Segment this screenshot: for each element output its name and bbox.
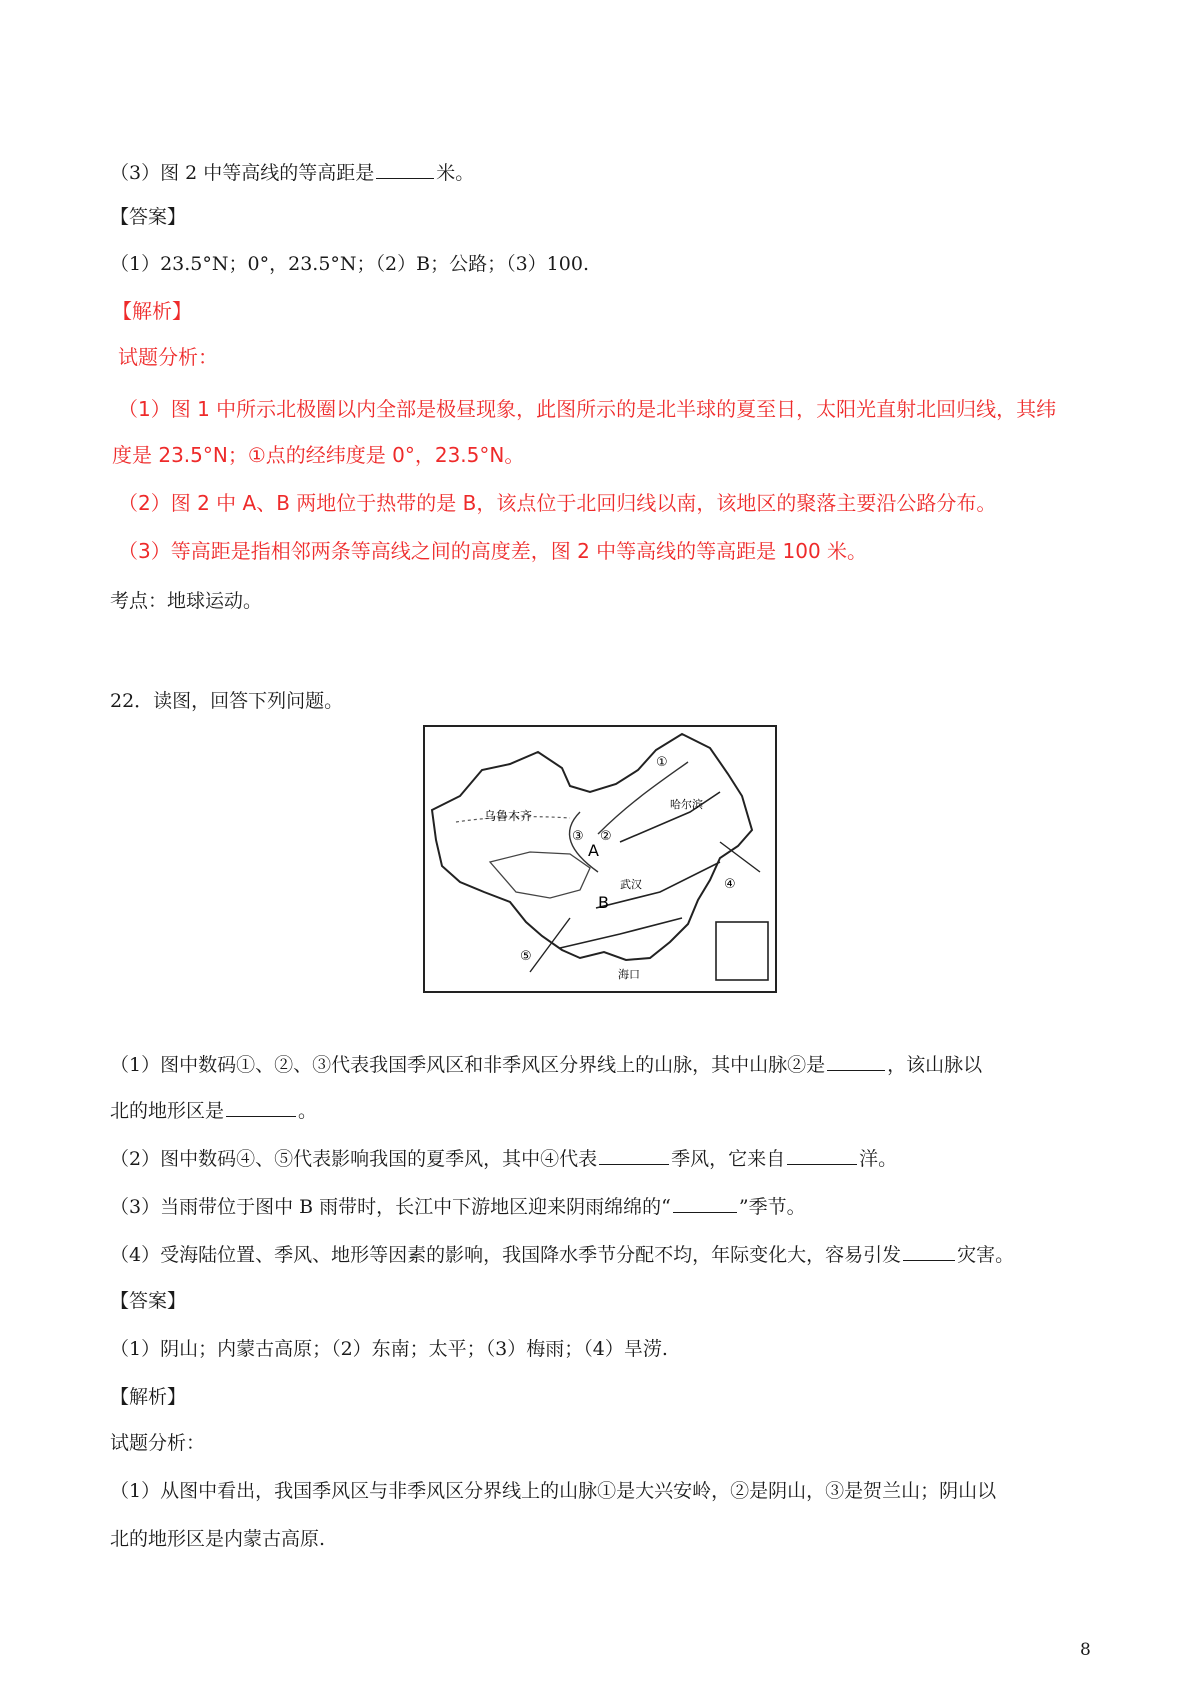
q22-part1-b: 北的地形区是 。 — [110, 1096, 317, 1124]
answer-blank — [827, 1050, 885, 1071]
q22-part2: （2）图中数码④、⑤代表影响我国的夏季风，其中④代表 季风，它来自 洋。 — [110, 1144, 897, 1172]
q22-part4: （4）受海陆位置、季风、地形等因素的影响，我国降水季节分配不均，年际变化大，容易引发 灾害。 — [110, 1240, 1014, 1268]
label-1: ① — [656, 755, 668, 770]
q22-part3: （3）当雨带位于图中 B 雨带时，长江中下游地区迎来阴雨绵绵的“ ”季节。 — [110, 1192, 806, 1220]
analysis-line-1b: 度是 23.5°N；①点的经纬度是 0°，23.5°N。 — [112, 443, 525, 467]
label-A: A — [588, 841, 599, 860]
q22-analysis-line-1b: 北的地形区是内蒙古高原. — [110, 1528, 326, 1550]
label-4: ④ — [724, 877, 736, 892]
label-5: ⑤ — [520, 949, 532, 964]
china-monsoon-map — [420, 722, 780, 998]
answer-blank — [903, 1240, 955, 1261]
label-B: B — [598, 893, 609, 912]
analysis-intro: 试题分析： — [118, 345, 218, 369]
label-haikou: 海口 — [618, 968, 640, 981]
answer-blank — [787, 1144, 857, 1165]
page-number: 8 — [1080, 1640, 1091, 1660]
kaodian: 考点：地球运动。 — [110, 590, 263, 612]
q22-stem: 22．读图，回答下列问题。 — [110, 690, 344, 712]
label-wuhan: 武汉 — [620, 878, 642, 891]
answer-text: （1）23.5°N；0°，23.5°N；（2）B；公路；（3）100. — [110, 253, 589, 275]
q22-answer-text: （1）阴山；内蒙古高原；（2）东南；太平；（3）梅雨；（4）旱涝. — [110, 1338, 668, 1360]
analysis-line-1a: （1）图 1 中所示北极圈以内全部是极昼现象，此图所示的是北半球的夏至日，太阳光直射北回归线，其纬 — [118, 397, 1057, 421]
analysis-heading: 【解析】 — [112, 299, 192, 323]
answer-blank — [599, 1144, 669, 1165]
q22-answer-heading: 【答案】 — [110, 1290, 187, 1312]
label-2: ② — [600, 829, 612, 844]
q22-analysis-heading: 【解析】 — [110, 1386, 187, 1408]
label-harbin: 哈尔滨 — [670, 798, 703, 811]
answer-blank — [376, 158, 434, 179]
answer-blank — [673, 1192, 737, 1213]
label-3: ③ — [572, 829, 584, 844]
answer-heading: 【答案】 — [110, 206, 187, 228]
answer-blank — [226, 1096, 296, 1117]
analysis-line-2: （2）图 2 中 A、B 两地位于热带的是 B，该点位于北回归线以南，该地区的聚落主要沿公路分布。 — [118, 491, 997, 515]
q21-part3: （3）图 2 中等高线的等高距是 米。 — [110, 158, 474, 186]
q22-analysis-line-1a: （1）从图中看出，我国季风区与非季风区分界线上的山脉①是大兴安岭，②是阴山，③是贺兰山；阴山以 — [110, 1480, 997, 1502]
label-urumqi: 乌鲁木齐 — [484, 809, 533, 823]
q22-analysis-intro: 试题分析： — [110, 1432, 206, 1454]
analysis-line-3: （3）等高距是指相邻两条等高线之间的高度差，图 2 中等高线的等高距是 100 米。 — [118, 539, 868, 563]
q22-part1-a: （1）图中数码①、②、③代表我国季风区和非季风区分界线上的山脉，其中山脉②是 ，该山脉以 — [110, 1050, 982, 1078]
